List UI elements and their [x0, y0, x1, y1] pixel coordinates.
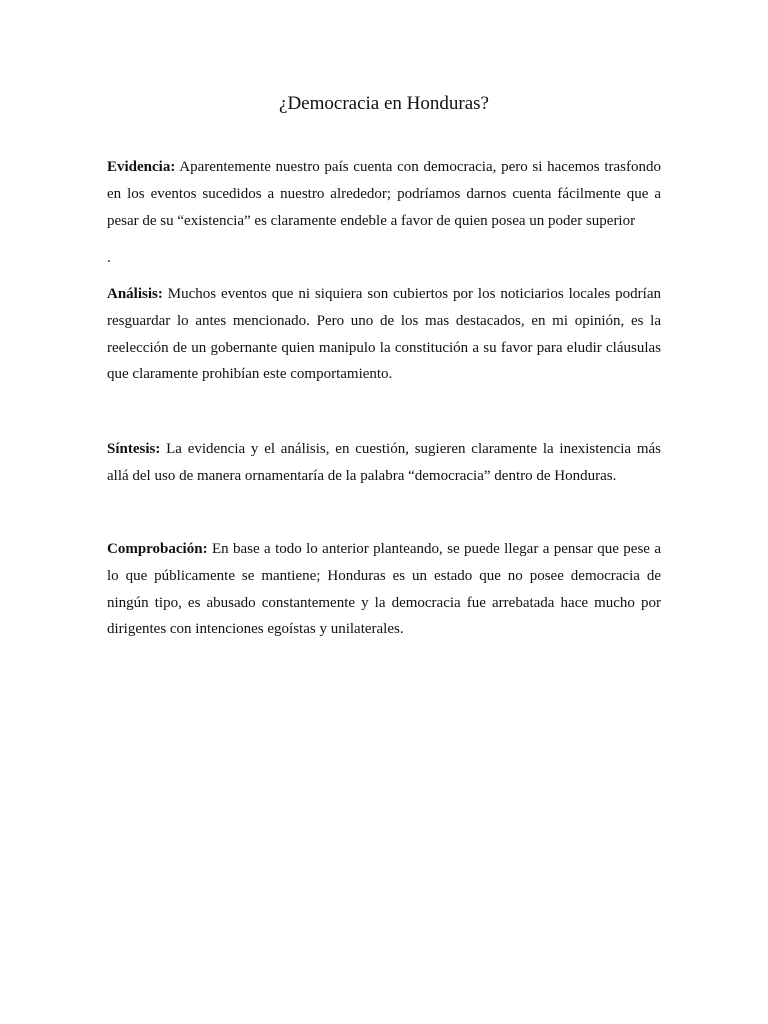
- stray-period: .: [107, 250, 111, 266]
- paragraph-analisis: [107, 281, 661, 388]
- label-evidencia: Evidencia:: [107, 159, 176, 175]
- text-sintesis: La evidencia y el análisis, en cuestión, sugieren claramente la inexistencia más allá del uso de manera ornamentaría de la palabra “democracia” dentro de Honduras.: [107, 441, 661, 484]
- text-evidencia: Aparentemente nuestro país cuenta con democracia, pero si hacemos trasfondo en los eventos sucedidos a nuestro alrededor; podríamos darnos cuenta fácilmente que a pesar de su “existencia” es claramente endeble a favor de quien posea un poder superior: [107, 159, 661, 229]
- paragraph-sintesis: [107, 436, 661, 490]
- label-sintesis: Síntesis:: [107, 441, 161, 457]
- text-comprobacion: En base a todo lo anterior planteando, se puede llegar a pensar que pese a lo que públicamente se mantiene; Honduras es un estado que no posee democracia de ningún tipo, es abusado constantemente y la democracia fue arrebatada hace mucho por dirigentes con intenciones egoístas y unilaterales.: [107, 541, 661, 638]
- label-comprobacion: Comprobación:: [107, 541, 208, 557]
- paragraph-comprobacion: [107, 536, 661, 643]
- text-analisis: Muchos eventos que ni siquiera son cubiertos por los noticiarios locales podrían resguardar lo antes mencionado. Pero uno de los mas destacados, en mi opinión, es la reelección de un gobernante quien manipulo la constitución a su favor para eludir cláusulas que claramente prohibían este comportamiento.: [107, 286, 661, 383]
- label-analisis: Análisis:: [107, 286, 163, 302]
- document-title: ¿Democracia en Honduras?: [279, 93, 489, 114]
- paragraph-evidencia: [107, 154, 661, 234]
